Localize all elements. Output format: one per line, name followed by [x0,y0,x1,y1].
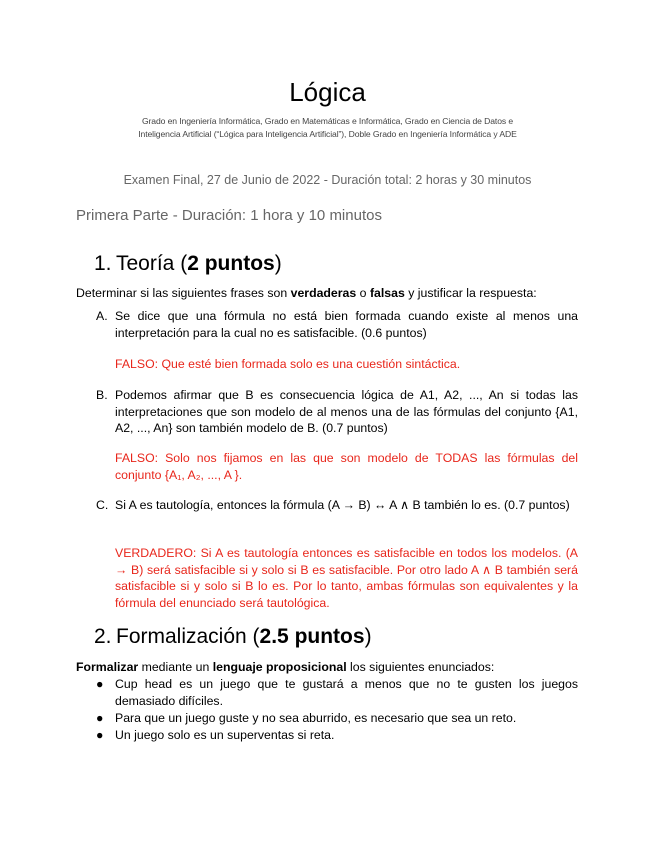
section-heading-teoria [94,250,282,278]
section-title: Formalización ( [116,625,260,648]
question-text: Se dice que una fórmula no está bien formada cuando existe al menos una interpretación para la cual no es satisfacible. (0.6 puntos) [115,309,578,340]
section-heading-formalizacion [94,623,372,651]
intro-text: Determinar si las siguientes frases son [76,286,291,300]
intro-emphasis: Formalizar [76,660,139,674]
statement-text: Cup head es un juego que te gustará a menos que no te gusten los juegos demasiado difíciles. [115,677,578,708]
intro-text: mediante un [138,660,213,674]
item-marker: B. [96,388,108,402]
section-intro [76,285,576,301]
intro-text: los siguientes enunciados: [346,660,495,674]
answer-a: FALSO: Que esté bien formada solo es una cuestión sintáctica. [115,357,461,371]
intro-text: o [356,286,370,300]
statement-text: Para que un juego guste y no sea aburrido, es necesario que sea un reto. [115,711,517,725]
section-close: ) [274,252,282,275]
intro-emphasis: verdaderas [290,286,357,300]
question-text: Podemos afirmar que B es consecuencia lógica de A1, A2, ..., An si todas las interpretaciones que son modelo de al menos una de las fórmulas del conjunto {A1, A2, ..., An} son también modelo de B. (0.7 puntos) [115,388,578,435]
answer-b: FALSO: Solo nos fijamos en las que son modelo de TODAS las fórmulas del conjunto {A₁, A₂, ..., A }. [115,451,578,482]
bullet-icon: ● [96,728,104,742]
question-item-c [96,497,578,514]
list-item [96,676,578,709]
section-points: 2 puntos [187,252,275,275]
document-title: Lógica [289,77,366,107]
item-marker: A. [96,309,108,323]
intro-text: y justificar la respuesta: [404,286,537,300]
intro-emphasis: lenguaje proposicional [212,660,347,674]
list-item [96,710,578,727]
answer-c: VERDADERO: Si A es tautología entonces es satisfacible en todos los modelos. (A → B) será satisfacible si y solo si B es satisfacible. Por otro lado A ∧ B también será satisfacible si y solo si B lo es. Por lo tanto, ambas fórmulas son equivalentes y la fórmula del enunciado será tautológica. [115,546,578,610]
section-points: 2.5 puntos [259,625,365,648]
bullet-icon: ● [96,677,104,691]
list-item [96,727,578,744]
degree-list: Grado en Ingeniería Informática, Grado en Matemáticas e Informática, Grado en Ciencia de Datos e Inteligencia Artificial (“Lógica para Inteligencia Artificial”), Doble Grado en Ingeniería Informática y ADE [138,116,517,139]
statement-text: Un juego solo es un superventas si reta. [115,728,335,742]
part-title: Primera Parte - Duración: 1 hora y 10 minutos [76,207,382,224]
section-number: 2. [94,625,112,648]
exam-info: Examen Final, 27 de Junio de 2022 - Duración total: 2 horas y 30 minutos [123,173,532,187]
item-marker: C. [96,498,109,512]
question-item-b [96,387,578,437]
question-text: Si A es tautología, entonces la fórmula (A → B) ↔ A ∧ B también lo es. (0.7 puntos) [115,498,570,512]
section-close: ) [364,625,372,648]
section-title: Teoría ( [116,252,188,275]
section-number: 1. [94,252,112,275]
intro-emphasis: falsas [369,286,405,300]
bullet-icon: ● [96,711,104,725]
question-item-a [96,308,578,341]
section-intro [76,659,576,675]
